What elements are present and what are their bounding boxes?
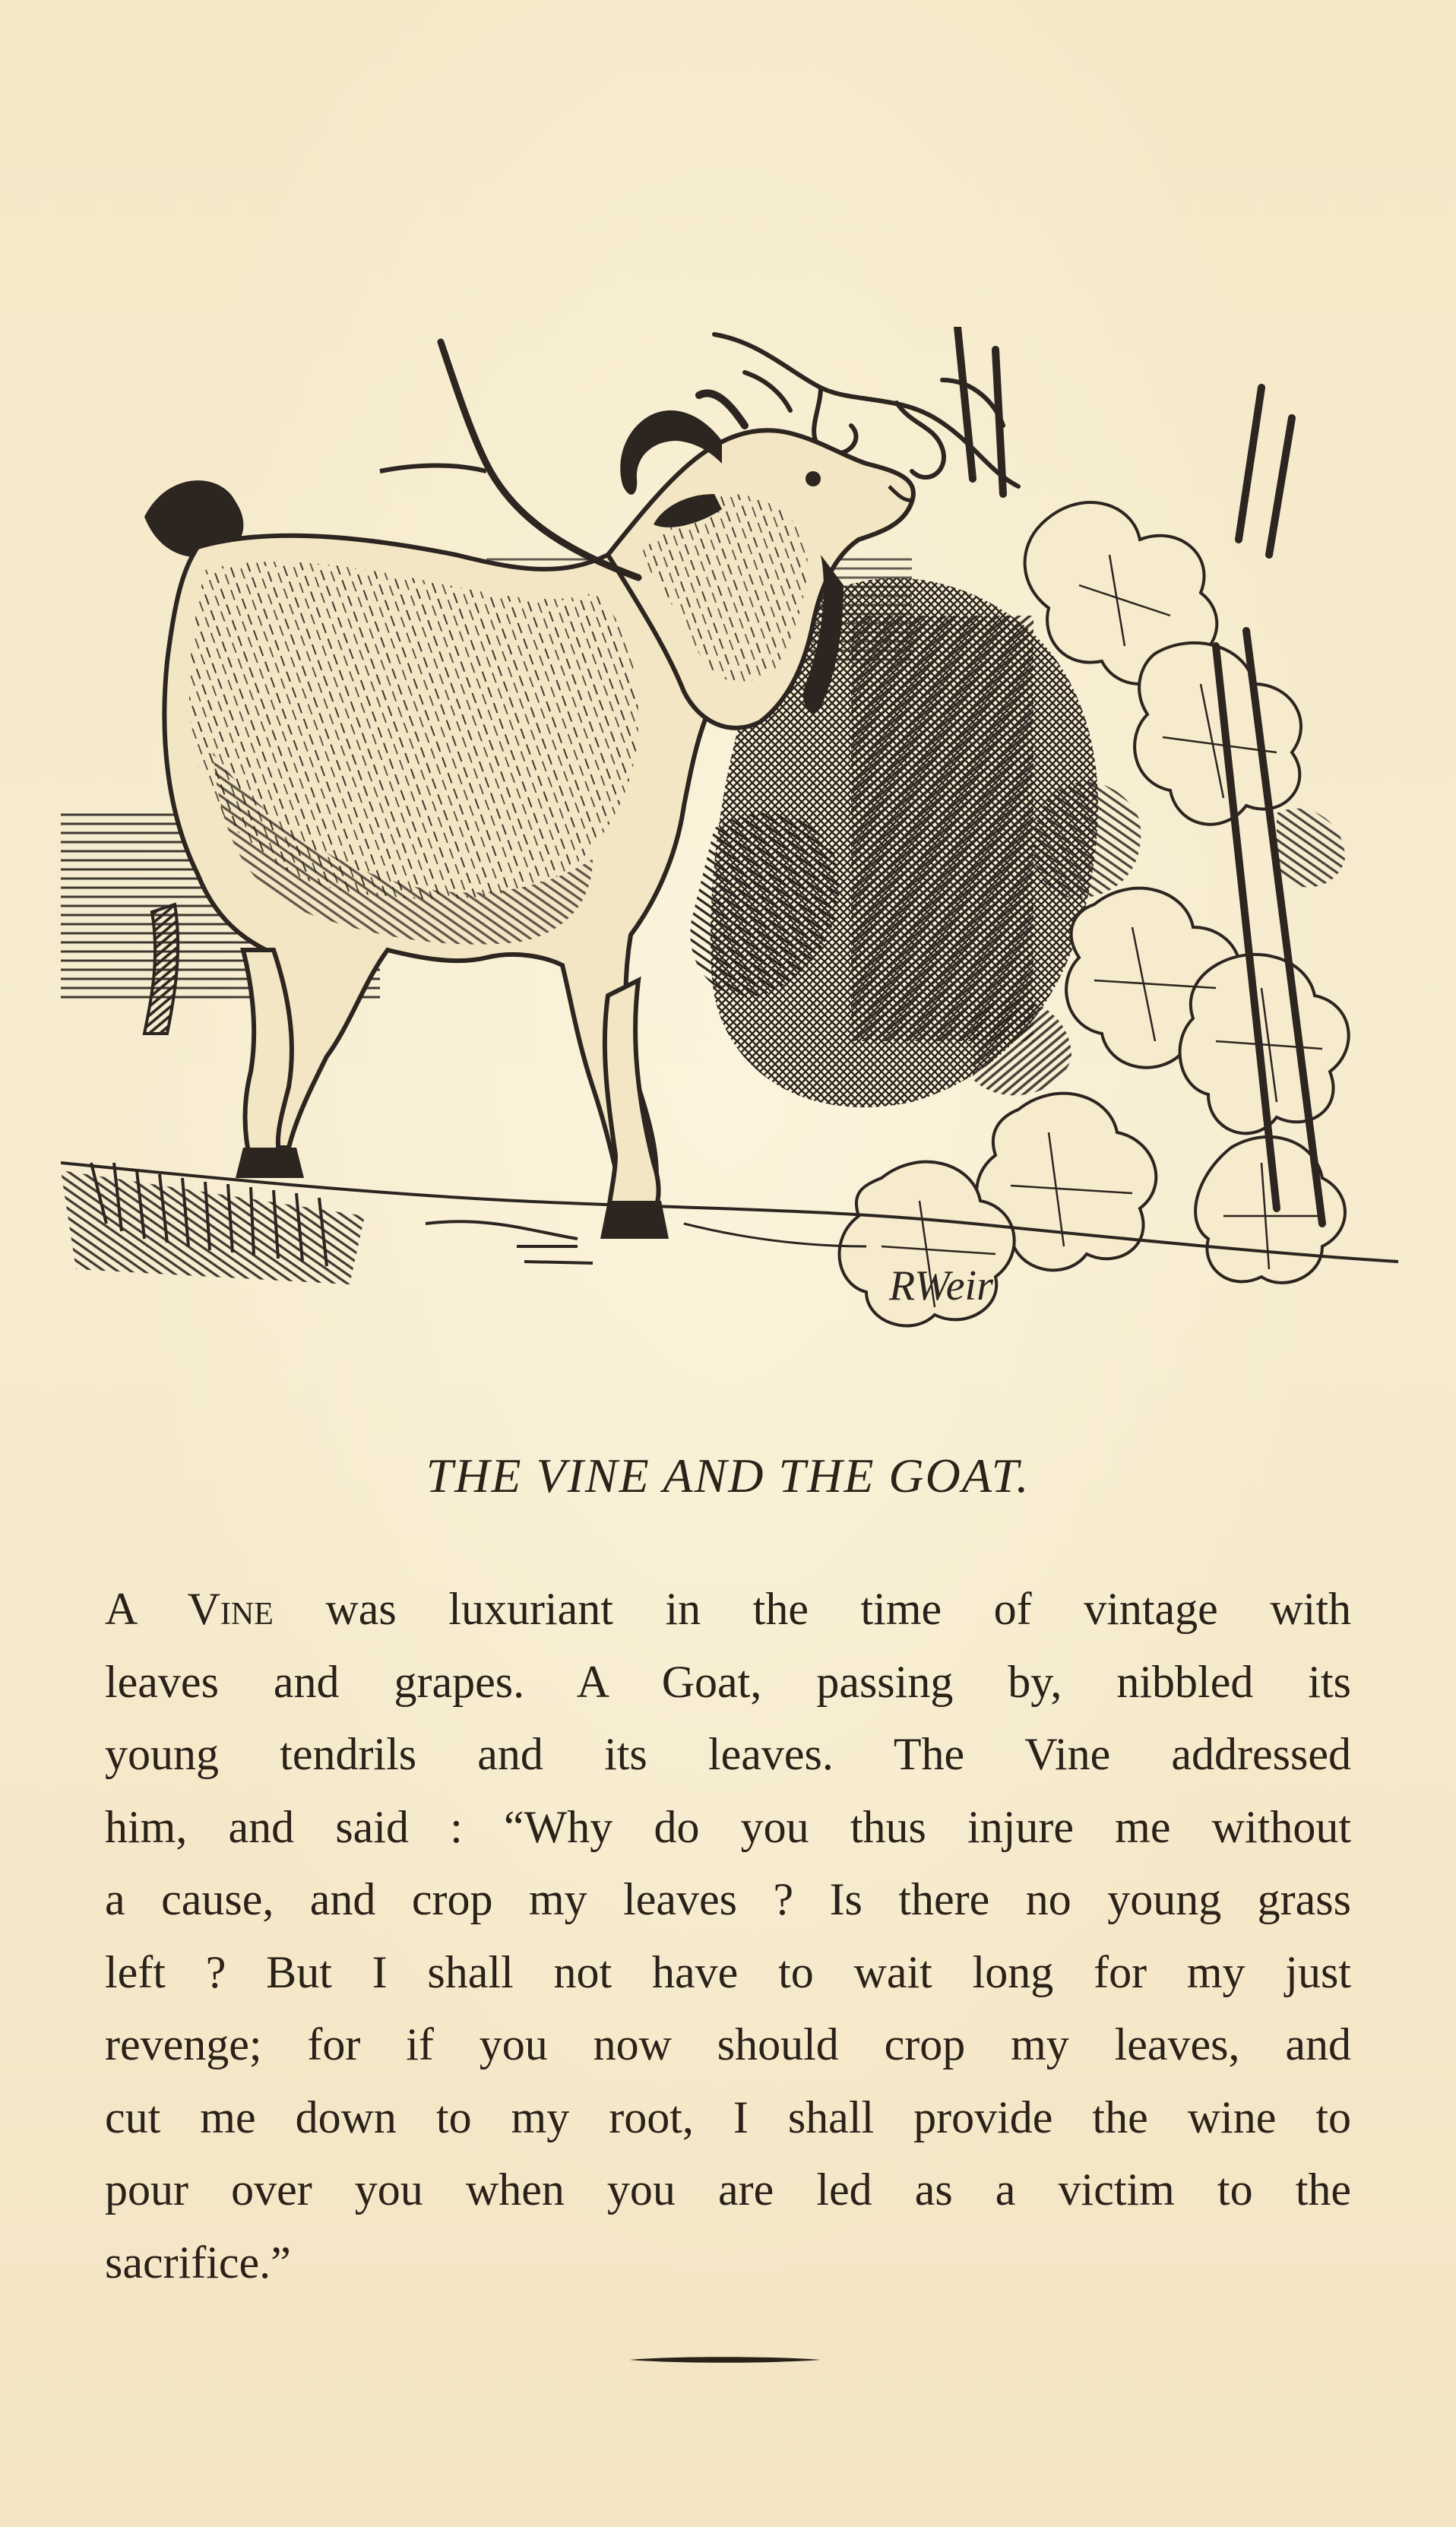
fable-title: THE VINE AND THE GOAT. bbox=[426, 1449, 1030, 1503]
text-line-4: him, and said : “Why do you thus injure me without bbox=[105, 1801, 1351, 1852]
stick bbox=[441, 342, 638, 578]
text-line-5: a cause, and crop my leaves ? Is there no young grass bbox=[105, 1874, 1351, 1924]
goat-and-vine-engraving bbox=[61, 327, 1398, 1376]
text-line-1-rest: was luxuriant in the time of vintage with bbox=[273, 1584, 1352, 1634]
text-line-3: young tendrils and its leaves. The Vine addressed bbox=[105, 1729, 1351, 1779]
text-line-9: pour over you when you are led as a victim to the bbox=[105, 2164, 1351, 2215]
end-ornament-rule bbox=[628, 2354, 822, 2365]
drop-word: A bbox=[105, 1584, 136, 1634]
text-line-10: sacrifice.” bbox=[105, 2237, 291, 2288]
text-line-2: leaves and grapes. A Goat, passing by, nibbled its bbox=[105, 1656, 1351, 1707]
smallcaps-word: Vine bbox=[187, 1584, 274, 1634]
text-line-8: cut me down to my root, I shall provide the wine to bbox=[105, 2092, 1351, 2142]
text-line-6: left ? But I shall not have to wait long for my just bbox=[105, 1946, 1351, 1997]
fable-text bbox=[105, 1573, 1351, 2299]
artist-signature: RWeir bbox=[889, 1262, 993, 1309]
text-line-7: revenge; for if you now should crop my leaves, and bbox=[105, 2019, 1351, 2069]
text-line-1 bbox=[105, 1573, 1351, 1646]
